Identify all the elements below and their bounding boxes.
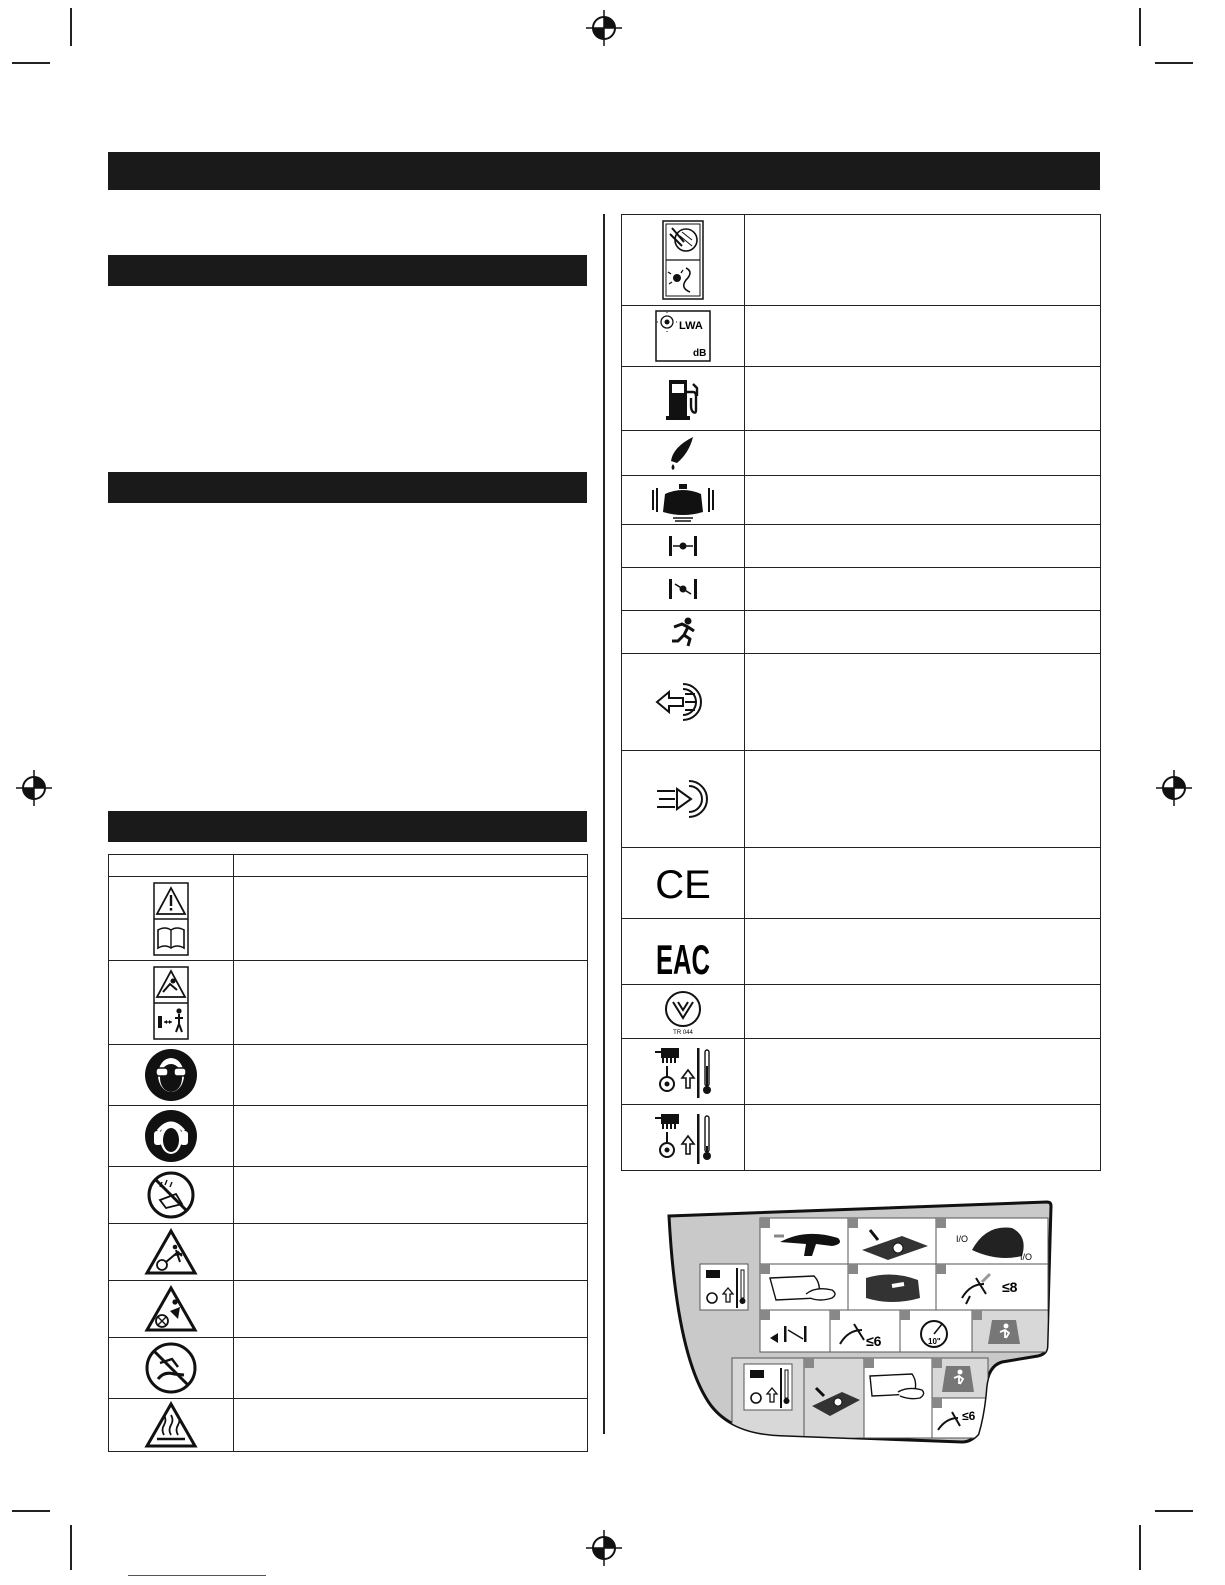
row-description xyxy=(745,215,1101,306)
crop-mark xyxy=(1155,62,1193,64)
row-description xyxy=(745,525,1101,568)
registration-mark-icon xyxy=(586,1530,622,1566)
row-description xyxy=(745,985,1101,1039)
page-header-bar xyxy=(108,152,1100,190)
table-row xyxy=(622,476,1101,525)
thrown-objects-warning-icon xyxy=(144,1228,198,1276)
column-divider xyxy=(603,214,605,1434)
table-row xyxy=(109,1338,588,1399)
slow-speed-icon xyxy=(653,680,713,724)
table-row xyxy=(109,1045,588,1106)
wear-ear-protection-icon xyxy=(144,1109,198,1163)
row-description xyxy=(234,1281,588,1338)
page-title xyxy=(108,163,118,179)
wear-eye-protection-icon xyxy=(144,1048,198,1102)
ukraine-conformity-mark-icon xyxy=(660,988,706,1036)
section-title xyxy=(108,480,118,496)
table-row xyxy=(622,1039,1101,1105)
table-row xyxy=(622,568,1101,611)
warning-read-manual-icon xyxy=(153,882,189,956)
decal-io-label: I/O xyxy=(1020,1252,1033,1262)
row-description xyxy=(745,611,1101,654)
lwa-label: LWA xyxy=(679,320,703,332)
table-row xyxy=(622,431,1101,476)
table-row xyxy=(622,848,1101,919)
db-label: dB xyxy=(693,348,707,359)
row-description xyxy=(234,1224,588,1281)
keep-bystanders-away-icon xyxy=(153,966,189,1040)
row-description xyxy=(234,1167,588,1224)
decal-run-icon xyxy=(942,1366,974,1392)
starting-instruction-decal xyxy=(666,1198,1056,1450)
sound-power-level-icon xyxy=(655,310,711,362)
row-description xyxy=(745,751,1101,848)
table-row xyxy=(622,525,1101,568)
table-row xyxy=(622,654,1101,751)
ce-mark-icon xyxy=(653,861,713,905)
tr-code-label: TR 044 xyxy=(673,1029,693,1036)
toxic-fumes-warning-icon xyxy=(662,220,704,300)
bottom-link-underline xyxy=(128,1575,266,1576)
oil-drop-icon xyxy=(663,433,703,473)
row-description xyxy=(234,1338,588,1399)
registration-mark-icon xyxy=(16,770,52,806)
decal-pull-count-label: ≤6 xyxy=(866,1333,882,1349)
row-description xyxy=(234,1045,588,1106)
row-description xyxy=(745,1105,1101,1171)
table-row xyxy=(109,1224,588,1281)
crop-mark xyxy=(70,8,72,46)
ce-mark-label: CE xyxy=(655,863,711,907)
row-description xyxy=(745,919,1101,985)
row-description xyxy=(234,1106,588,1167)
row-description xyxy=(745,568,1101,611)
decal-timer-label: 10" xyxy=(928,1337,941,1346)
crop-mark xyxy=(1155,1510,1193,1512)
table-header-symbol xyxy=(109,855,234,877)
table-row xyxy=(109,1399,588,1452)
rotating-blade-warning-icon xyxy=(144,1285,198,1333)
table-row xyxy=(622,1105,1101,1171)
table-row xyxy=(622,985,1101,1039)
table-row xyxy=(109,1167,588,1224)
run-start-icon xyxy=(666,615,700,649)
row-description xyxy=(745,367,1101,431)
decal-run-icon xyxy=(988,1320,1020,1344)
decal-pull-count-label: ≤6 xyxy=(962,1409,976,1423)
decal-air-filter-icon xyxy=(866,1274,920,1302)
decal-warm-start-icon xyxy=(744,1364,792,1410)
crop-mark xyxy=(1139,8,1141,46)
table-row xyxy=(622,611,1101,654)
crop-mark xyxy=(12,62,50,64)
row-description xyxy=(745,476,1101,525)
table-row xyxy=(622,215,1101,306)
choke-run-icon xyxy=(665,534,701,558)
crop-mark xyxy=(1139,1525,1141,1570)
fast-speed-icon xyxy=(653,777,713,821)
crop-mark xyxy=(70,1525,72,1570)
cold-start-icon xyxy=(653,1044,713,1100)
registration-mark-icon xyxy=(586,10,622,46)
registration-mark-icon xyxy=(1156,770,1192,806)
decal-pull-count-label: ≤8 xyxy=(1002,1279,1018,1295)
choke-full-icon xyxy=(665,577,701,601)
table-row xyxy=(622,367,1101,431)
decal-io-label: I/O xyxy=(956,1234,969,1244)
table-row xyxy=(109,1281,588,1338)
row-description xyxy=(234,1399,588,1452)
warm-start-icon xyxy=(653,1110,713,1166)
row-description xyxy=(745,848,1101,919)
row-description xyxy=(234,877,588,961)
row-description xyxy=(745,431,1101,476)
section-title xyxy=(108,819,118,835)
decal-cold-start-icon xyxy=(700,1264,748,1310)
hot-surface-warning-icon xyxy=(144,1401,198,1449)
no-rain-exposure-icon xyxy=(146,1170,196,1220)
section-bar-1 xyxy=(108,255,587,286)
row-description xyxy=(234,961,588,1045)
table-row xyxy=(109,877,588,961)
table-header-meaning xyxy=(234,855,588,877)
eac-mark-label: EAC xyxy=(656,935,710,983)
table-row xyxy=(622,306,1101,367)
symbol-table-right xyxy=(621,214,1101,1171)
no-hands-near-blade-icon xyxy=(144,1341,198,1395)
table-row xyxy=(109,1106,588,1167)
eac-mark-icon xyxy=(653,924,713,983)
table-row xyxy=(622,919,1101,985)
table-row xyxy=(622,751,1101,848)
primer-bulb-icon xyxy=(647,478,719,522)
section-bar-2 xyxy=(108,472,587,503)
section-title xyxy=(108,263,118,279)
fuel-pump-icon xyxy=(663,376,703,422)
row-description xyxy=(745,654,1101,751)
row-description xyxy=(745,306,1101,367)
crop-mark xyxy=(12,1510,50,1512)
table-row xyxy=(109,961,588,1045)
section-bar-3 xyxy=(108,811,587,842)
symbol-table-left xyxy=(108,854,588,1452)
row-description xyxy=(745,1039,1101,1105)
